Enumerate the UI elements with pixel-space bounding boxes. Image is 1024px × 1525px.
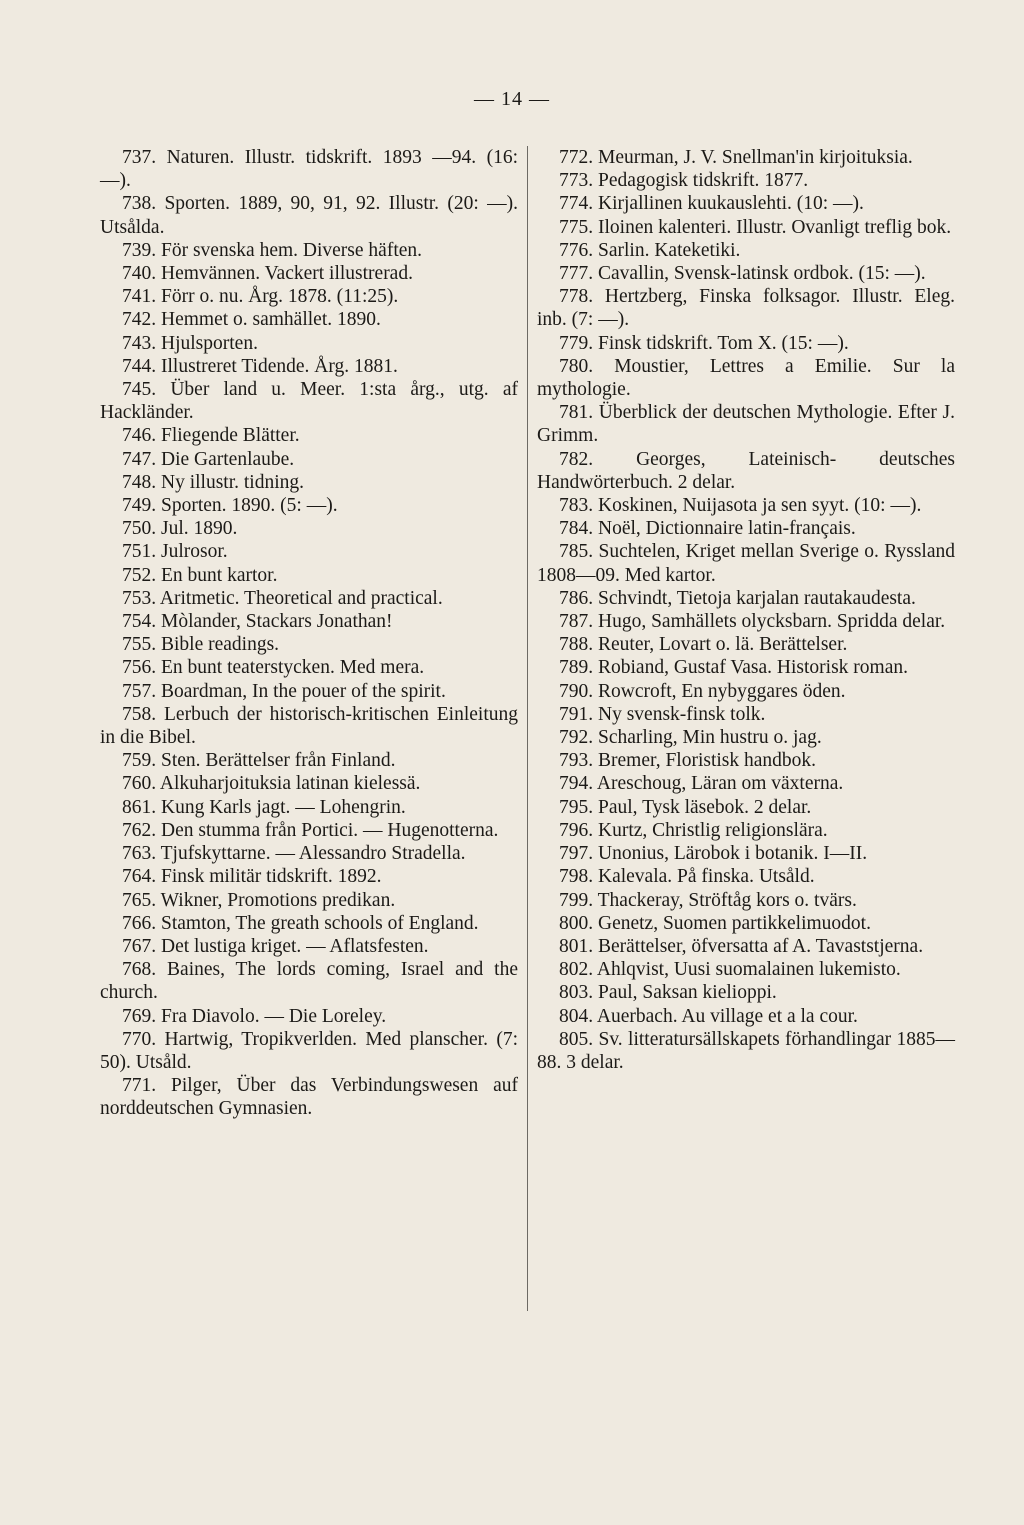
list-item: 861. Kung Karls jagt. — Lohengrin.: [122, 796, 406, 818]
list-item: 765. Wikner, Promotions predikan.: [122, 889, 396, 911]
list-item: 769. Fra Diavolo. — Die Loreley.: [122, 1005, 387, 1027]
list-item: 783. Koskinen, Nuijasota ja sen syyt. (10: —).: [559, 495, 922, 517]
list-item: 787. Hugo, Samhällets olycksbarn. Spridda delar.: [559, 611, 946, 633]
list-item: 801. Berättelser, öfversatta af A. Tavaststjerna.: [559, 935, 924, 957]
list-item: 737. Naturen. Illustr. tidskrift. 1893 —94. (16: —).: [100, 147, 518, 192]
list-item: 800. Genetz, Suomen partikkelimuodot.: [559, 912, 871, 934]
page-number: — 14 —: [474, 88, 550, 110]
list-item: 798. Kalevala. På finska. Utsåld.: [559, 866, 815, 888]
list-item: 773. Pedagogisk tidskrift. 1877.: [559, 170, 809, 192]
list-item: 784. Noël, Dictionnaire latin-français.: [559, 518, 856, 540]
list-item: 767. Det lustiga kriget. — Aflatsfesten.: [122, 935, 429, 957]
list-item: 781. Überblick der deutschen Mythologie. Efter J. Grimm.: [537, 402, 955, 447]
list-item: 745. Über land u. Meer. 1:sta årg., utg. af Hackländer.: [100, 379, 518, 424]
list-item: 780. Moustier, Lettres a Emilie. Sur la mythologie.: [537, 355, 955, 401]
list-item: 772. Meurman, J. V. Snellman'in kirjoituksia.: [559, 147, 913, 168]
list-item: 776. Sarlin. Kateketiki.: [559, 239, 741, 261]
list-item: 790. Rowcroft, En nybyggares öden.: [559, 680, 846, 702]
list-item: 741. Förr o. nu. Årg. 1878. (11:25).: [122, 286, 399, 308]
list-item: 756. En bunt teaterstycken. Med mera.: [122, 657, 425, 679]
list-item: 802. Ahlqvist, Uusi suomalainen lukemisto.: [559, 959, 901, 981]
list-item: 774. Kirjallinen kuukauslehti. (10: —).: [559, 193, 864, 215]
list-item: 750. Jul. 1890.: [122, 518, 238, 540]
list-item: 789. Robiand, Gustaf Vasa. Historisk roman.: [559, 657, 908, 679]
list-item: 786. Schvindt, Tietoja karjalan rautakaudesta.: [559, 587, 916, 609]
list-item: 792. Scharling, Min hustru o. jag.: [559, 727, 822, 749]
list-item: 744. Illustreret Tidende. Årg. 1881.: [122, 355, 398, 377]
list-item: 768. Baines, The lords coming, Israel and the church.: [100, 959, 518, 1004]
list-item: 788. Reuter, Lovart o. lä. Berättelser.: [559, 634, 848, 656]
list-item: 805. Sv. litteratursällskapets förhandlingar 1885—88. 3 delar.: [537, 1028, 955, 1073]
list-item: 740. Hemvännen. Vackert illustrerad.: [122, 263, 413, 285]
list-item: 770. Hartwig, Tropikverlden. Med planscher. (7: 50). Utsåld.: [100, 1028, 518, 1073]
list-item: 739. För svenska hem. Diverse häften.: [122, 239, 423, 261]
list-item: 793. Bremer, Floristisk handbok.: [559, 750, 817, 772]
list-item: 751. Julrosor.: [122, 541, 228, 563]
list-item: 752. En bunt kartor.: [122, 564, 278, 586]
list-item: 754. Mòlander, Stackars Jonathan!: [122, 611, 393, 633]
list-item: 775. Iloinen kalenteri. Illustr. Ovanligt treflig bok.: [559, 216, 952, 238]
list-item: 791. Ny svensk-finsk tolk.: [559, 703, 766, 725]
list-item: 799. Thackeray, Ströftåg kors o. tvärs.: [559, 889, 857, 911]
list-item: 759. Sten. Berättelser från Finland.: [122, 750, 396, 772]
list-item: 764. Finsk militär tidskrift. 1892.: [122, 866, 382, 888]
list-item: 766. Stamton, The greath schools of England.: [122, 912, 479, 934]
list-item: 760. Alkuharjoituksia latinan kielessä.: [122, 773, 421, 795]
list-item: 804. Auerbach. Au village et a la cour.: [559, 1005, 858, 1027]
list-item: 746. Fliegende Blätter.: [122, 425, 300, 447]
list-item: 785. Suchtelen, Kriget mellan Sverige o. Ryssland 1808—09. Med kartor.: [537, 541, 955, 586]
list-item: 763. Tjufskyttarne. — Alessandro Stradella.: [122, 843, 466, 865]
left-column: [100, 146, 518, 1121]
list-item: 748. Ny illustr. tidning.: [122, 471, 305, 493]
right-column: [537, 146, 955, 1074]
list-item: 753. Aritmetic. Theoretical and practical.: [122, 587, 443, 609]
column-divider: [527, 146, 528, 1311]
list-item: 747. Die Gartenlaube.: [122, 448, 295, 470]
list-item: 762. Den stumma från Portici. — Hugenotterna.: [122, 819, 499, 841]
list-item: 738. Sporten. 1889, 90, 91, 92. Illustr. (20: —). Utsålda.: [100, 193, 518, 238]
list-item: 778. Hertzberg, Finska folksagor. Illustr. Eleg. inb. (7: —).: [537, 286, 955, 331]
list-item: 795. Paul, Tysk läsebok. 2 delar.: [559, 796, 812, 818]
list-item: 794. Areschoug, Läran om växterna.: [559, 773, 844, 795]
list-item: 771. Pilger, Über das Verbindungswesen auf norddeutschen Gymnasien.: [100, 1075, 518, 1120]
list-item: 779. Finsk tidskrift. Tom X. (15: —).: [559, 332, 849, 354]
list-item: 757. Boardman, In the pouer of the spirit.: [122, 680, 446, 702]
list-item: 803. Paul, Saksan kielioppi.: [559, 982, 777, 1004]
list-item: 797. Unonius, Lärobok i botanik. I—II.: [559, 843, 868, 865]
list-item: 796. Kurtz, Christlig religionslära.: [559, 819, 828, 841]
list-item: 777. Cavallin, Svensk-latinsk ordbok. (15: —).: [559, 263, 926, 285]
list-item: 742. Hemmet o. samhället. 1890.: [122, 309, 381, 331]
list-item: 755. Bible readings.: [122, 634, 280, 656]
list-item: 743. Hjulsporten.: [122, 332, 258, 354]
list-item: 749. Sporten. 1890. (5: —).: [122, 495, 338, 517]
list-item: 782. Georges, Lateinisch- deutsches Handwörterbuch. 2 delar.: [537, 448, 955, 493]
list-item: 758. Lerbuch der historisch-kritischen Einleitung in die Bibel.: [100, 703, 518, 749]
